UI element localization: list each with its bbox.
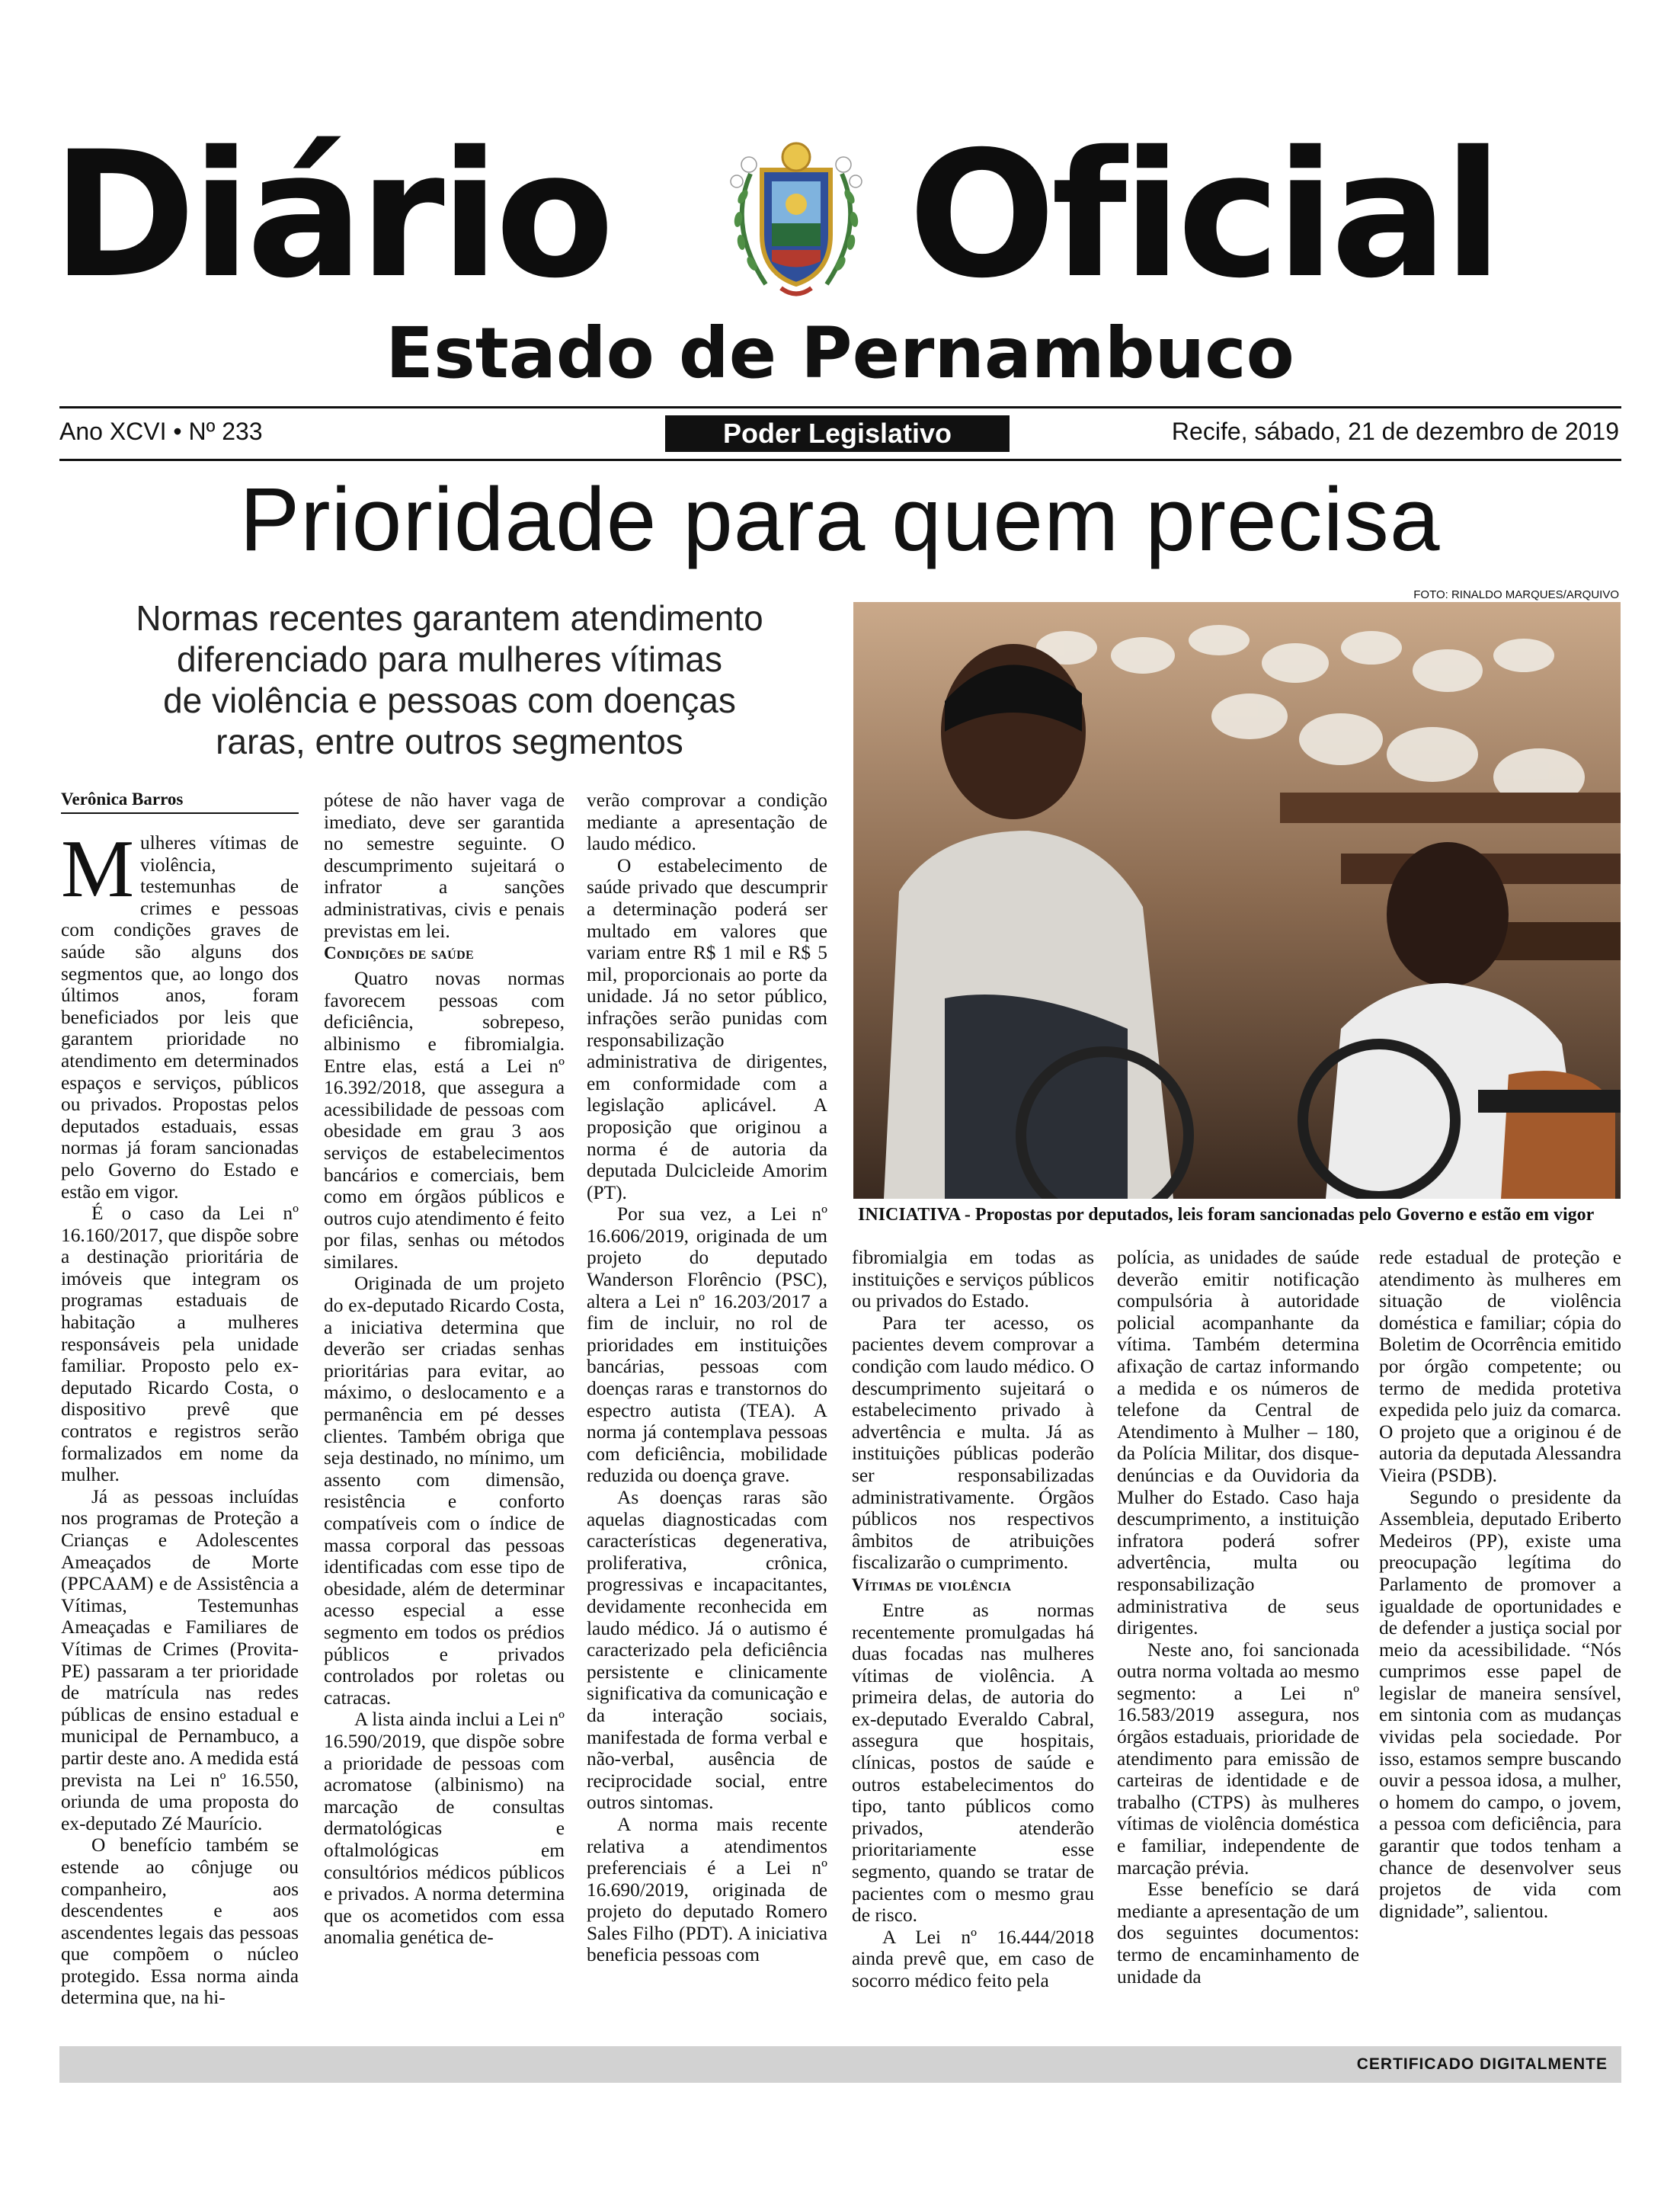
- article-paragraph: Segundo o presidente da Assembleia, deputado Eriberto Medeiros (PP), existe uma preocupação legítima do Parlamento de promover a igualdade de oportunidades e de defender a justiça social por meio da acessibilidade. “Nós cumprimos esse papel de legislar de maneira sensível, em sintonia com as mudanças vividas pela sociedade. Por isso, estamos sempre buscando ouvir a pessoa idosa, a mulher, o homem do campo, o jovem, a pessoa com deficiência, para garantir que todos tenham a chance de desenvolver seus projetos de vida com dignidade”, salientou.: [1379, 1486, 1621, 1922]
- section-label: Poder Legislativo: [665, 415, 1010, 452]
- article-paragraph: A norma mais recente relativa a atendimentos preferenciais é a Lei nº 16.690/2019, originada de projeto do deputado Romero Sales Filho (PDT). A iniciativa beneficia pessoas com: [587, 1813, 827, 1966]
- caption-label: INICIATIVA: [858, 1205, 960, 1225]
- article-column-4: [852, 1247, 1094, 1992]
- photo-caption: [858, 1204, 1620, 1225]
- article-paragraph: A lista ainda inclui a Lei nº 16.590/2019, que dispõe sobre a prioridade de pessoas com acromatose (albinismo) na marcação de consultas dermatológicas e oftalmológicas em consultórios médicos públicos e privados. A norma determina que os acometidos com essa anomalia genética de-: [324, 1709, 565, 1949]
- article-paragraph: As doenças raras são aquelas diagnosticadas com características degenerativa, proliferativa, crônica, progressivas e incapacitantes, devidamente reconhecida em laudo médico. Já o autismo é caracterizado pela deficiência persistente e clinicamente significativa da comunicação e da interação sociais, manifestada de forma verbal e não-verbal, ausência de reciprocidade social, entre outros sintomas.: [587, 1487, 827, 1814]
- article-column-5: [1117, 1247, 1359, 1988]
- article-paragraph: O estabelecimento de saúde privado que descumprir a determinação poderá ser multado em valores que variam entre R$ 1 mil e R$ 5 mil, proporcionais ao porte da unidade. Já no setor público, infrações serão punidas com responsabilização administrativa de dirigentes, em conformidade com a legislação aplicável. A proposição que originou a norma é de autoria da deputada Dulcicleide Amorim (PT).: [587, 854, 827, 1203]
- subheading-vitimas-violencia: Vítimas de violência: [852, 1574, 1012, 1594]
- article-paragraph: polícia, as unidades de saúde deverão emitir notificação compulsória à autoridade policial acompanhante da vítima. Também determina afixação de cartaz informando a medida e os números de telefone da Central de Atendimento à Mulher – 180, da Polícia Militar, dos disque-denúncias e da Ouvidoria da Mulher do Estado. Caso haja descumprimento, a instituição infratora poderá sofrer advertência, multa ou responsabilização administrativa de seus dirigentes.: [1117, 1247, 1359, 1639]
- article-paragraph: Neste ano, foi sancionada outra norma voltada ao mesmo segmento: a Lei nº 16.583/2019 assegura, nos órgãos estaduais, prioridade de atendimento para emissão de carteiras de identidade e de trabalho (CTPS) às mulheres vítimas de violência doméstica e familiar, independente de marcação prévia.: [1117, 1638, 1359, 1879]
- article-column-6: [1379, 1247, 1621, 1922]
- coat-of-arms-pernambuco-icon: [720, 128, 872, 303]
- dateline: Recife, sábado, 21 de dezembro de 2019: [1171, 418, 1619, 445]
- deck-line: de violência e pessoas com doenças: [163, 681, 736, 720]
- masthead-word-oficial: Oficial: [908, 114, 1499, 316]
- article-paragraph: É o caso da Lei nº 16.160/2017, que dispõe sobre a destinação prioritária de imóveis que integram os programas estaduais de habitação a mulheres responsáveis pela unidade familiar. Proposto pelo ex-deputado Ricardo Costa, o dispositivo prevê que contratos e registros serão formalizados em nome da mulher.: [61, 1203, 299, 1486]
- article-photo: [853, 602, 1621, 1199]
- article-paragraph: O benefício também se estende ao cônjuge ou companheiro, aos descendentes e aos ascendentes legais das pessoas que compõem o núcleo protegido. Essa norma ainda determina que, na hi-: [61, 1834, 299, 2009]
- article-column-3: [587, 790, 827, 1966]
- article-paragraph: Por sua vez, a Lei nº 16.606/2019, originada de um projeto do deputado Wanderson Florêncio (PSC), altera a Lei nº 16.203/2017 a fim de incluir, no rol de prioridades em instituições bancárias, pessoas com doenças raras e transtornos do espectro autista (TEA). A norma já contemplava pessoas com deficiência, mobilidade reduzida ou doença grave.: [587, 1203, 827, 1487]
- article-paragraph: Esse benefício se dará mediante a apresentação de um dos seguintes documentos: termo de encaminhamento de unidade da: [1117, 1879, 1359, 1988]
- caption-text: - Propostas por deputados, leis foram sancionadas pelo Governo e estão em vigor: [959, 1205, 1595, 1225]
- drop-cap: M: [61, 824, 135, 915]
- masthead-top-rule: [59, 406, 1621, 408]
- article-column-1: [61, 790, 299, 2009]
- edition-number: Ano XCVI • Nº 233: [59, 418, 263, 445]
- article-paragraph: Originada de um projeto do ex-deputado Ricardo Costa, a iniciativa determina que deverão ser criadas senhas prioritárias para evitar, ao máximo, o deslocamento e a permanência em pé desses clientes. Também obriga que seja destinado, no mínimo, um assento com dimensão, resistência e conforto compatíveis com o índice de massa corporal das pessoas identificadas com esse tipo de obesidade, além de determinar acesso especial a esse segmento em todos os prédios públicos e privados controlados por roletas ou catracas.: [324, 1273, 565, 1709]
- byline: Verônica Barros: [61, 790, 299, 814]
- article-paragraph: verão comprovar a condição mediante a apresentação de laudo médico.: [587, 790, 827, 855]
- deck: [53, 597, 846, 762]
- article-paragraph: Para ter acesso, os pacientes devem comprovar a condição com laudo médico. O descumprimento sujeitará o estabelecimento privado à advertência e multa. Já as instituições públicas poderão ser responsabilizadas administrativamente. Órgãos públicos nos respectivos âmbitos de atribuições fiscalizarão o cumprimento.: [852, 1312, 1094, 1574]
- article-paragraph: A Lei nº 16.444/2018 ainda prevê que, em caso de socorro médico feito pela: [852, 1926, 1094, 1991]
- subheading-condicoes-saude: Condições de saúde: [324, 943, 475, 963]
- article-paragraph: fibromialgia em todas as instituições e serviços públicos ou privados do Estado.: [852, 1247, 1094, 1312]
- headline: Prioridade para quem precisa: [239, 469, 1441, 570]
- deck-line: Normas recentes garantem atendimento: [136, 598, 763, 638]
- digital-certificate-footer: CERTIFICADO DIGITALMENTE: [59, 2046, 1621, 2083]
- article-paragraph: Entre as normas recentemente promulgadas há duas focadas nas mulheres vítimas de violência. A primeira delas, de autoria do ex-deputado Everaldo Cabral, assegura que hospitais, clínicas, postos de saúde e outros estabelecimentos do tipo, tanto públicos como privados, atenderão prioritariamente esse segmento, quando se tratar de pacientes com o mesmo grau de risco.: [852, 1599, 1094, 1927]
- article-column-2: [324, 790, 565, 1949]
- masthead-subtitle: Estado de Pernambuco: [386, 312, 1294, 394]
- article-paragraph: pótese de não haver vaga de imediato, deve ser garantida no semestre seguinte. O descumprimento sujeitará o infrator a sanções administrativas, civis e penais previstas em lei.: [324, 790, 565, 942]
- deck-line: diferenciado para mulheres vítimas: [177, 639, 722, 679]
- masthead-bottom-rule: [59, 459, 1621, 461]
- masthead-word-diario: Diário: [52, 114, 610, 316]
- article-paragraph: rede estadual de proteção e atendimento às mulheres em situação de violência doméstica e familiar; cópia do Boletim de Ocorrência emitido por órgão competente; ou termo de medida protetiva expedida pelo juiz da comarca. O projeto que a originou é de autoria da deputada Alessandra Vieira (PSDB).: [1379, 1247, 1621, 1486]
- article-paragraph: Mulheres vítimas de violência, testemunhas de crimes e pessoas com condições graves de saúde são alguns dos segmentos que, ao longo dos últimos anos, foram beneficiados por leis que garantem prioridade no atendimento em determinados espaços e serviços, públicos ou privados. Propostas pelos deputados estaduais, essas normas já foram sancionadas pelo Governo do Estado e estão em vigor.: [61, 824, 299, 1203]
- photo-credit: FOTO: RINALDO MARQUES/ARQUIVO: [1413, 588, 1619, 601]
- article-paragraph: Já as pessoas incluídas nos programas de Proteção a Crianças e Adolescentes Ameaçados de Morte (PPCAAM) e de Assistência a Vítimas, Testemunhas Ameaçadas e Familiares de Vítimas de Crimes (Provita-PE) passaram a ter prioridade de matrícula nas redes públicas de ensino estadual e municipal de Pernambuco, a partir deste ano. A medida está prevista na Lei nº 16.550, oriunda de uma proposta do ex-deputado Zé Maurício.: [61, 1485, 299, 1834]
- article-paragraph: Quatro novas normas favorecem pessoas com deficiência, sobrepeso, albinismo e fibromialgia. Entre elas, está a Lei nº 16.392/2018, que assegura a acessibilidade de pessoas com obesidade em grau 3 aos serviços de estabelecimentos bancários e comerciais, bem como em órgãos públicos e outros cujo atendimento é feito por filas, senhas ou métodos similares.: [324, 968, 565, 1273]
- deck-line: raras, entre outros segmentos: [216, 722, 683, 761]
